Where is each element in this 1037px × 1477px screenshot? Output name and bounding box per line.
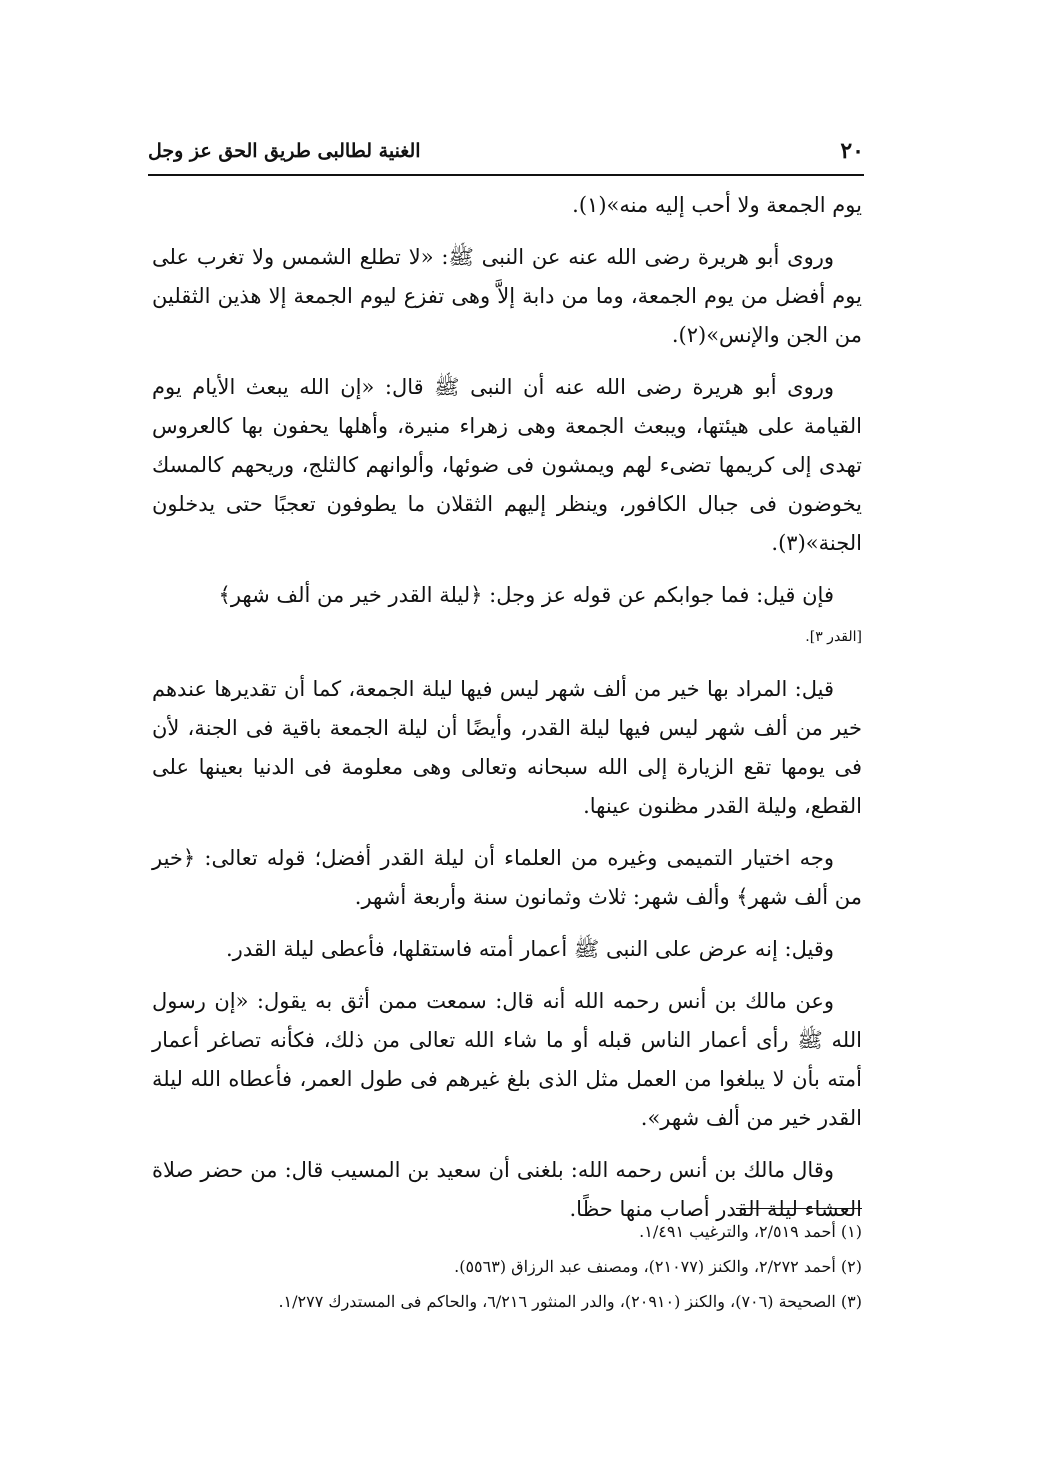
header-divider — [148, 174, 864, 176]
quran-reference: [القدر ٣]. — [805, 629, 862, 645]
paragraph-answer: قيل: المراد بها خير من ألف شهر ليس فيها ليلة الجمعة، كما أن تقديرها عندهم خير من ألف شهر ليس فيها ليلة القدر، وأيضًا أن ليلة الجمعة باقية فى الجنة، لأن فى يومها تقع الزيارة إلى الله سبحانه وتعالى وهى معلومة فى الدنيا بعينها على القطع، وليلة القدر مظنون عينها. — [152, 677, 862, 818]
paragraph-ages: وقيل: إنه عرض على النبى ﷺ أعمار أمته فاستقلها، فأعطى ليلة القدر. — [226, 937, 834, 961]
paragraph-said: وقال مالك بن أنس رحمه الله: بلغنى أن سعيد بن المسيب قال: من حضر صلاة العشاء ليلة القدر أصاب منها حظًا. — [152, 1158, 862, 1221]
footnote-1: (١) أحمد ٢/٥١٩، والترغيب ١/٤٩١. — [639, 1222, 862, 1241]
page-number: ٢٠ — [840, 138, 864, 164]
paragraph-hadith-days: وروى أبو هريرة رضى الله عنه أن النبى ﷺ قال: «إن الله يبعث الأيام يوم القيامة على هيئتها، ويبعث الجمعة وهى زهراء منيرة، وأهلها يحفون بها كالعروس تهدى إلى كريمها تضىء لهم ويمشون فى ضوئها، وألوانهم كالثلج، وريحهم كالمسك يخوضون فى جبال الكافور، وينظر إليهم الثقلان ما يطوفون تعجبًا حتى يدخلون الجنة»(٣). — [152, 375, 862, 555]
main-text — [152, 186, 862, 1242]
paragraph-malik: وعن مالك بن أنس رحمه الله أنه قال: سمعت ممن أثق به يقول: «إن رسول الله ﷺ رأى أعمار الناس قبله أو ما شاء الله تعالى من ذلك، فكأنه تصاغر أعمار أمته بأن لا يبلغوا من العمل مثل الذى بلغ غيرهم فى طول العمر، فأعطاه الله ليلة القدر خير من ألف شهر». — [152, 989, 862, 1130]
running-header — [148, 136, 864, 172]
book-title: الغنية لطالبى طريق الحق عز وجل — [148, 140, 421, 162]
paragraph-question — [152, 576, 862, 657]
paragraph-hadith-sun: وروى أبو هريرة رضى الله عنه عن النبى ﷺ: «لا تطلع الشمس ولا تغرب على يوم أفضل من يوم الجمعة، وما من دابة إلاَّ وهى تفزع ليوم الجمعة إلا هذين الثقلين من الجن والإنس»(٢). — [152, 245, 862, 347]
footnote-2: (٢) أحمد ٢/٢٧٢، والكنز (٢١٠٧٧)، ومصنف عبد الرزاق (٥٥٦٣). — [454, 1257, 862, 1276]
paragraph-tamimi: وجه اختيار التميمى وغيره من العلماء أن ليلة القدر أفضل؛ قوله تعالى: ﴿خير من ألف شهر﴾ وألف شهر: ثلاث وثمانون سنة وأربعة أشهر. — [152, 846, 862, 909]
footnote-divider — [736, 1208, 862, 1209]
paragraph-continuation: يوم الجمعة ولا أحب إليه منه»(١). — [572, 193, 862, 217]
footnote-3: (٣) الصحيحة (٧٠٦)، والكنز (٢٠٩١٠)، والدر المنثور ٦/٢١٦، والحاكم فى المستدرك ١/٢٧٧. — [278, 1292, 862, 1311]
question-text: فإن قيل: فما جوابكم عن قوله عز وجل: ﴿ليلة القدر خير من ألف شهر﴾ — [218, 583, 834, 607]
footnotes — [152, 1214, 862, 1319]
